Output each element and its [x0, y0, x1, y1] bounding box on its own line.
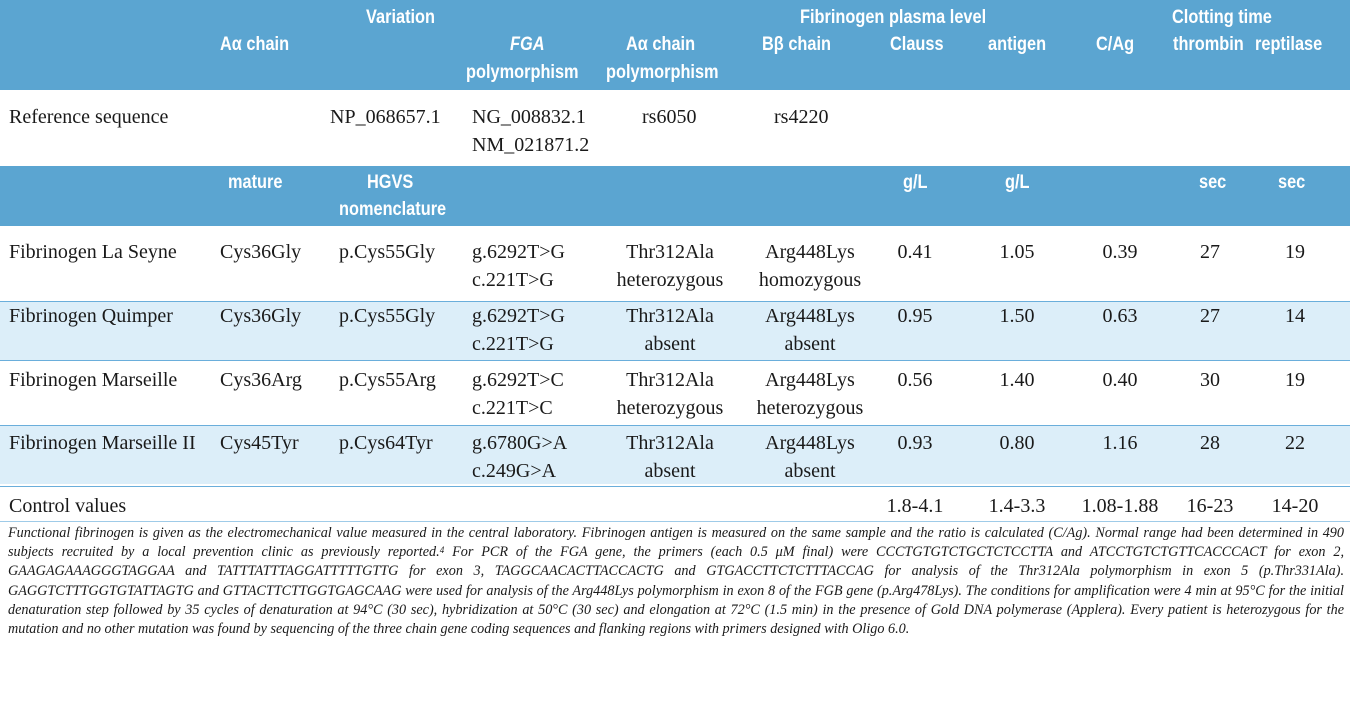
row-2-reptilase: 19 [1285, 369, 1305, 391]
control-reptilase: 14-20 [1271, 495, 1319, 517]
header-antigen: antigen [988, 34, 1047, 55]
row-0-cag: 0.39 [1102, 241, 1138, 263]
subheader-mature: mature [228, 172, 283, 193]
row-1-cag: 0.63 [1102, 305, 1138, 327]
row-divider [0, 486, 1350, 487]
subheader-gl-antigen: g/L [1005, 172, 1030, 193]
row-1-alpha-2: absent [644, 333, 696, 355]
row-1-alpha-1: Thr312Ala [626, 305, 714, 327]
row-3-hgvs: p.Cys64Tyr [339, 432, 433, 454]
footnote-reference: 4 [439, 545, 445, 556]
row-0-antigen: 1.05 [999, 241, 1035, 263]
subheader-gl-clauss: g/L [903, 172, 928, 193]
row-0-beta-1: Arg448Lys [765, 241, 855, 263]
row-1-hgvs: p.Cys55Gly [339, 305, 436, 327]
row-3-alpha-2: absent [644, 460, 696, 482]
header-thrombin: thrombin [1173, 34, 1244, 55]
header-clotting-time: Clotting time [1172, 7, 1272, 28]
subheader-hgvs: HGVS [367, 172, 414, 193]
row-0-alpha-2: heterozygous [616, 269, 724, 291]
row-2-antigen: 1.40 [999, 369, 1035, 391]
footnote-text-2: For PCR of the FGA gene, the primers (each 0.5 μM final) were CCCTGTGTCTGCTCTCCTTA and ATCCTGTCTGTTCACCCACT for exon 2, GAAGAGAAAGGGTAGGAA and TATTTATTTAGGATTTTTGTTG for exon 3, TAGGCAACACTTACCACTG and GTGACCTTCTCTTTACCAG for analysis of the Thr312Ala polymorphism in exon 5 (p.Thr331Ala). GAGGTCTTTGGTGTATTAGTG and GTTACTTCTTGGTGAGCAAG were used for analysis of the Arg448Lys polymorphism in exon 8 of the FGB gene (p.Arg478Lys). The conditions for amplification were 4 min at 95°C for the initial denaturation step followed by 35 cycles of denaturation at 94°C (30 sec), hybridization at 50°C (30 sec) and elongation at 72°C (1.5 min) in the presence of Gold DNA polymerase (Applera). Every patient is heterozygous for the mutation and no other mutation was found by sequencing of the three chain gene coding sequences and flanking regions with primers designed with Oligo 6.0. [8, 544, 1345, 638]
row-3-antigen: 0.80 [999, 432, 1035, 454]
header-beta-chain: Bβ chain [762, 34, 832, 55]
table-bottom-rule [0, 521, 1350, 522]
row-0-thrombin: 27 [1200, 241, 1220, 263]
row-3-alpha-1: Thr312Ala [626, 432, 714, 454]
row-0-fga-2: c.221T>G [472, 269, 554, 291]
row-3-fga-1: g.6780G>A [472, 432, 568, 454]
header-c-ag: C/Ag [1096, 34, 1135, 55]
row-1-beta-2: absent [784, 333, 836, 355]
row-2-fga-2: c.221T>C [472, 397, 553, 419]
row-3-beta-2: absent [784, 460, 836, 482]
table-subheader [0, 166, 1350, 226]
header-alpha-polymorphism: polymorphism [606, 62, 719, 83]
row-divider [0, 360, 1350, 361]
row-1-beta-1: Arg448Lys [765, 305, 855, 327]
row-1-fga-1: g.6292T>G [472, 305, 565, 327]
row-1-reptilase: 14 [1285, 305, 1305, 327]
row-0-fga-1: g.6292T>G [472, 241, 565, 263]
row-2-hgvs: p.Cys55Arg [339, 369, 436, 391]
subheader-nomenclature: nomenclature [339, 199, 447, 220]
row-2-clauss: 0.56 [897, 369, 933, 391]
subheader-sec-reptilase: sec [1278, 172, 1306, 193]
row-2-thrombin: 30 [1200, 369, 1220, 391]
row-2-alpha-2: heterozygous [616, 397, 724, 419]
row-3-beta-1: Arg448Lys [765, 432, 855, 454]
row-0-mature: Cys36Gly [220, 241, 302, 263]
row-0-alpha-1: Thr312Ala [626, 241, 714, 263]
row-2-cag: 0.40 [1102, 369, 1138, 391]
row-1-clauss: 0.95 [897, 305, 933, 327]
row-3-cag: 1.16 [1102, 432, 1138, 454]
row-1-antigen: 1.50 [999, 305, 1035, 327]
header-clauss: Clauss [890, 34, 944, 55]
row-2-beta-1: Arg448Lys [765, 369, 855, 391]
row-2-mature: Cys36Arg [220, 369, 302, 391]
row-0-beta-2: homozygous [758, 269, 862, 291]
reference-fga-2: NM_021871.2 [472, 134, 590, 156]
control-cag: 1.08-1.88 [1081, 495, 1159, 517]
header-alpha-chain: Aα chain [220, 34, 290, 55]
row-1-name: Fibrinogen Quimper [9, 305, 173, 327]
row-1-mature: Cys36Gly [220, 305, 302, 327]
reference-alpha: rs6050 [642, 106, 697, 128]
row-2-beta-2: heterozygous [756, 397, 864, 419]
header-fibrinogen-plasma-level: Fibrinogen plasma level [800, 7, 987, 28]
header-fga: FGA [510, 34, 545, 55]
header-alpha-chain-poly: Aα chain [626, 34, 696, 55]
row-3-fga-2: c.249G>A [472, 460, 557, 482]
header-fga-polymorphism: polymorphism [466, 62, 579, 83]
row-0-name: Fibrinogen La Seyne [9, 241, 177, 263]
row-1-fga-2: c.221T>G [472, 333, 554, 355]
row-3-mature: Cys45Tyr [220, 432, 299, 454]
row-3-clauss: 0.93 [897, 432, 933, 454]
row-2-alpha-1: Thr312Ala [626, 369, 714, 391]
subheader-sec-thrombin: sec [1199, 172, 1227, 193]
row-1-thrombin: 27 [1200, 305, 1220, 327]
row-2-name: Fibrinogen Marseille [9, 369, 178, 391]
footnote-text-1: Functional fibrinogen is given as the electromechanical value measured in the central laboratory. Fibrinogen antigen is measured on the same sample and the ratio is calculated (C/Ag). Normal range had been determined in 490 subjects recruited by a local prevention clinic as previously reported. [8, 525, 1344, 561]
row-0-clauss: 0.41 [897, 241, 933, 263]
row-2-fga-1: g.6292T>C [472, 369, 564, 391]
control-thrombin: 16-23 [1186, 495, 1234, 517]
reference-beta: rs4220 [774, 106, 829, 128]
reference-variation: NP_068657.1 [330, 106, 441, 128]
row-0-hgvs: p.Cys55Gly [339, 241, 436, 263]
control-antigen: 1.4-3.3 [988, 495, 1046, 517]
row-3-thrombin: 28 [1200, 432, 1220, 454]
control-label: Control values [9, 495, 127, 517]
reference-label: Reference sequence [9, 106, 169, 128]
table-footnote [8, 524, 1344, 639]
header-variation: Variation [366, 7, 436, 28]
row-0-reptilase: 19 [1285, 241, 1305, 263]
control-clauss: 1.8-4.1 [886, 495, 944, 517]
header-reptilase: reptilase [1255, 34, 1323, 55]
row-3-name: Fibrinogen Marseille II [9, 432, 196, 454]
reference-fga-1: NG_008832.1 [472, 106, 586, 128]
row-3-reptilase: 22 [1285, 432, 1305, 454]
